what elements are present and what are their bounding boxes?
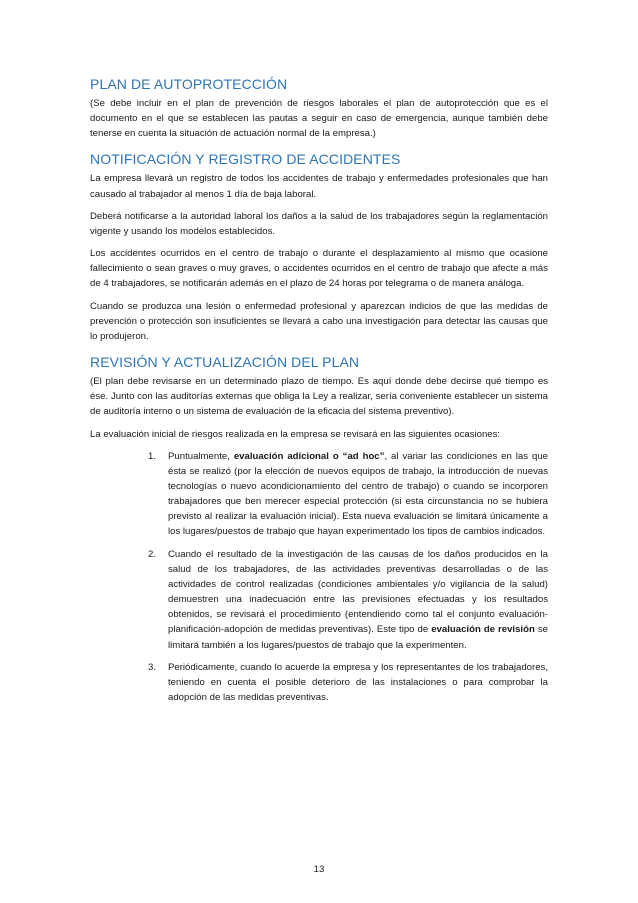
paragraph: Cuando se produzca una lesión o enfermedad profesional y aparezcan indicios de que las medidas de prevención o protección son insuficientes se llevará a cabo una investigación para detectar las causas que lo produjeron. (90, 300, 548, 342)
page-number: 13 (313, 864, 325, 875)
paragraph: La empresa llevará un registro de todos los accidentes de trabajo y enfermedades profesionales que han causado al trabajador al menos 1 día de baja laboral. (90, 173, 548, 200)
list-text: Periódicamente, cuando lo acuerde la empresa y los representantes de los trabajadores, teniendo en cuenta el posible deterioro de las instalaciones o para comprobar la adopción de las medidas preventivas. (168, 661, 548, 703)
list-item (90, 660, 548, 705)
list-text: Puntualmente, (168, 450, 234, 462)
section-heading-autoproteccion: PLAN DE AUTOPROTECCIÓN (90, 76, 288, 92)
list-number: 3. (148, 661, 157, 673)
paragraph: (Se debe incluir en el plan de prevención de riesgos laborales el plan de autoprotección que es el documento en el que se establecen las pautas a seguir en caso de emergencia, aunque también debe tenerse en cuenta la situación de actuación normal de la empresa.) (90, 98, 548, 140)
list-text: se limitará también a los lugares/puestos de trabajo que la experimenten. (168, 624, 548, 651)
list-bold-text: evaluación adicional o “ad hoc” (233, 450, 385, 462)
section-heading-revision: REVISIÓN Y ACTUALIZACIÓN DEL PLAN (90, 354, 360, 371)
list-number: 1. (148, 450, 157, 462)
paragraph: Deberá notificarse a la autoridad laboral los daños a la salud de los trabajadores según la reglamentación vigente y usando los modelos establecidos. (90, 210, 548, 237)
paragraph: Los accidentes ocurridos en el centro de trabajo o durante el desplazamiento al mismo que ocasione fallecimiento o sean graves o muy graves, o accidentes ocurridos en el centro de trabajo que afecte a más de 4 trabajadores, se notificarán además en el plazo de 24 horas por telegrama o de manera análoga. (90, 248, 548, 290)
revision-occasions-list (90, 449, 548, 706)
paragraph: La evaluación inicial de riesgos realizada en la empresa se revisará en las siguientes ocasiones: (90, 428, 501, 440)
section-heading-notificacion: NOTIFICACIÓN Y REGISTRO DE ACCIDENTES (90, 151, 401, 168)
list-item (90, 547, 548, 653)
page-content (90, 76, 548, 712)
list-text: , al variar las condiciones en las que ésta se realizó (por la elección de nuevos equipos de trabajo, la introducción de nuevas tecnologías o nuevo acondicionamiento del centro de trabajo) o cuando se incorporen trabajadores que ben merecer especial protección (si esta circunstancia no se hubiera previsto al realizar la evaluación inicial). Esta nueva evaluación se limitará únicamente a los lugares/puestos de trabajo que hayan experimentado los tipos de cambios indicados. (168, 450, 548, 538)
list-text: Cuando el resultado de la investigación de las causas de los daños producidos en la salud de los trabajadores, de las actividades preventivas desarrolladas o de las actividades de control realizadas (condiciones ambientales y/o vigilancia de la salud) demuestren una inadecuación entre las previsiones efectuadas y los resultados obtenidos, se revisará el procedimiento (entendiendo como tal el conjunto evaluación-planificación-adopción de medidas preventivas). Este tipo de (168, 548, 548, 636)
list-bold-text: evaluación de revisión (431, 624, 535, 636)
list-number: 2. (148, 548, 157, 560)
list-item (90, 449, 548, 540)
paragraph: (El plan debe revisarse en un determinado plazo de tiempo. Es aquí donde debe decirse qué tiempo es ése. Junto con las auditorías externas que obliga la Ley a realizar, sería conveniente establecer un sistema de auditoría interno o un sistema de evaluación de la eficacia del sistema preventivo). (90, 376, 548, 418)
